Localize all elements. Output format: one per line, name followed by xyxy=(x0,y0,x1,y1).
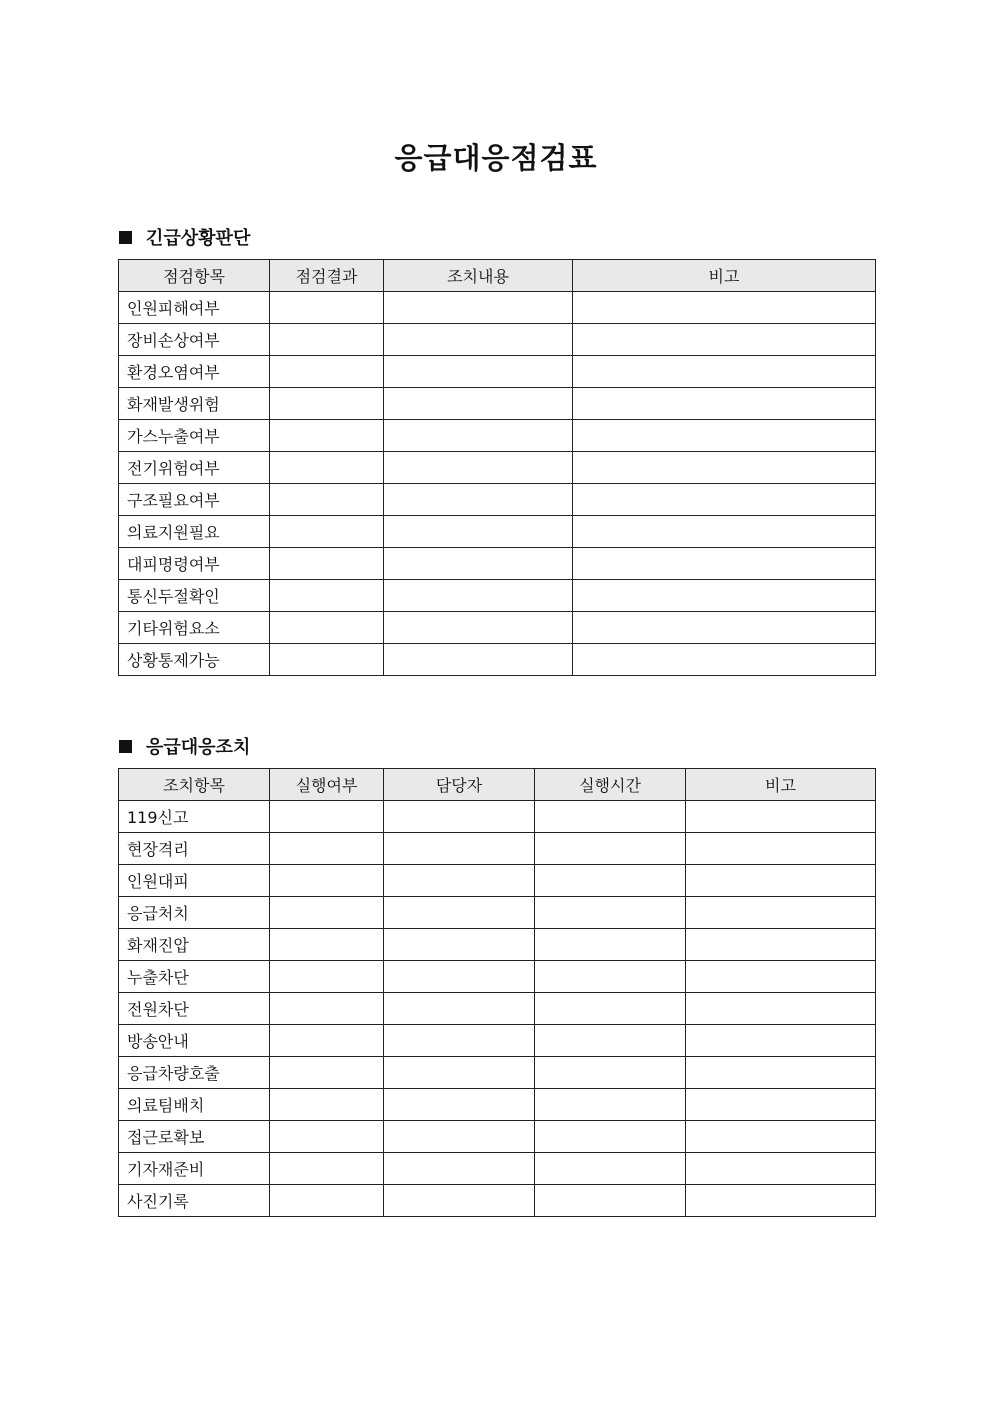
table-row xyxy=(119,1185,876,1217)
column-header: 점검결과 xyxy=(270,260,384,292)
entry-cell[interactable] xyxy=(535,961,686,993)
table-row xyxy=(119,324,876,356)
entry-cell[interactable] xyxy=(535,1089,686,1121)
section-heading-emergency-actions xyxy=(119,733,250,759)
entry-cell[interactable] xyxy=(535,833,686,865)
column-header: 비고 xyxy=(686,769,876,801)
entry-cell[interactable] xyxy=(686,1185,876,1217)
entry-cell[interactable] xyxy=(384,993,535,1025)
entry-cell[interactable] xyxy=(384,1057,535,1089)
entry-cell[interactable] xyxy=(384,580,573,612)
entry-cell[interactable] xyxy=(270,484,384,516)
section-heading-text: 긴급상황판단 xyxy=(146,228,251,249)
entry-cell[interactable] xyxy=(384,1185,535,1217)
entry-cell[interactable] xyxy=(686,929,876,961)
row-label: 기타위험요소 xyxy=(119,612,270,644)
row-label: 구조필요여부 xyxy=(119,484,270,516)
entry-cell[interactable] xyxy=(573,548,876,580)
entry-cell[interactable] xyxy=(384,356,573,388)
row-label: 화재발생위험 xyxy=(119,388,270,420)
entry-cell[interactable] xyxy=(384,833,535,865)
column-header: 실행시간 xyxy=(535,769,686,801)
entry-cell[interactable] xyxy=(686,1025,876,1057)
column-header: 조치내용 xyxy=(384,260,573,292)
table-header-row xyxy=(119,769,876,801)
entry-cell[interactable] xyxy=(535,897,686,929)
entry-cell[interactable] xyxy=(270,833,384,865)
entry-cell[interactable] xyxy=(573,388,876,420)
section-heading-text: 응급대응조치 xyxy=(146,737,251,758)
entry-cell[interactable] xyxy=(573,292,876,324)
entry-cell[interactable] xyxy=(535,1121,686,1153)
entry-cell[interactable] xyxy=(384,1121,535,1153)
table-row xyxy=(119,292,876,324)
entry-cell[interactable] xyxy=(535,865,686,897)
entry-cell[interactable] xyxy=(270,644,384,676)
row-label: 환경오염여부 xyxy=(119,356,270,388)
row-label: 응급처치 xyxy=(119,897,270,929)
entry-cell[interactable] xyxy=(270,356,384,388)
entry-cell[interactable] xyxy=(270,420,384,452)
entry-cell[interactable] xyxy=(384,548,573,580)
entry-cell[interactable] xyxy=(384,801,535,833)
table-row xyxy=(119,516,876,548)
table-row xyxy=(119,484,876,516)
table-row xyxy=(119,644,876,676)
table-row xyxy=(119,993,876,1025)
table-row xyxy=(119,897,876,929)
entry-cell[interactable] xyxy=(384,1089,535,1121)
entry-cell[interactable] xyxy=(535,993,686,1025)
table-row xyxy=(119,1057,876,1089)
table-row xyxy=(119,580,876,612)
entry-cell[interactable] xyxy=(573,420,876,452)
row-label: 통신두절확인 xyxy=(119,580,270,612)
row-label: 대피명령여부 xyxy=(119,548,270,580)
row-label: 현장격리 xyxy=(119,833,270,865)
table-row xyxy=(119,388,876,420)
page-title: 응급대응점검표 xyxy=(394,141,598,175)
table-row xyxy=(119,1121,876,1153)
table-row xyxy=(119,612,876,644)
row-label: 화재진압 xyxy=(119,929,270,961)
entry-cell[interactable] xyxy=(573,452,876,484)
row-label: 전원차단 xyxy=(119,993,270,1025)
entry-cell[interactable] xyxy=(384,929,535,961)
table-row xyxy=(119,452,876,484)
square-bullet-icon xyxy=(119,231,132,244)
table-row xyxy=(119,801,876,833)
row-label: 응급차량호출 xyxy=(119,1057,270,1089)
table-row xyxy=(119,1089,876,1121)
table-row xyxy=(119,833,876,865)
entry-cell[interactable] xyxy=(384,865,535,897)
entry-cell[interactable] xyxy=(270,388,384,420)
entry-cell[interactable] xyxy=(270,1057,384,1089)
entry-cell[interactable] xyxy=(270,324,384,356)
row-label: 의료지원필요 xyxy=(119,516,270,548)
entry-cell[interactable] xyxy=(535,1153,686,1185)
entry-cell[interactable] xyxy=(573,580,876,612)
entry-cell[interactable] xyxy=(270,897,384,929)
entry-cell[interactable] xyxy=(270,548,384,580)
entry-cell[interactable] xyxy=(270,801,384,833)
row-label: 의료팀배치 xyxy=(119,1089,270,1121)
entry-cell[interactable] xyxy=(686,833,876,865)
entry-cell[interactable] xyxy=(270,1025,384,1057)
entry-cell[interactable] xyxy=(384,420,573,452)
row-label: 기자재준비 xyxy=(119,1153,270,1185)
entry-cell[interactable] xyxy=(384,612,573,644)
entry-cell[interactable] xyxy=(384,452,573,484)
entry-cell[interactable] xyxy=(573,516,876,548)
table-row xyxy=(119,865,876,897)
entry-cell[interactable] xyxy=(686,897,876,929)
entry-cell[interactable] xyxy=(686,961,876,993)
entry-cell[interactable] xyxy=(535,1057,686,1089)
entry-cell[interactable] xyxy=(270,865,384,897)
entry-cell[interactable] xyxy=(270,612,384,644)
entry-cell[interactable] xyxy=(270,1153,384,1185)
entry-cell[interactable] xyxy=(573,612,876,644)
table-header-row xyxy=(119,260,876,292)
entry-cell[interactable] xyxy=(384,324,573,356)
row-label: 인원피해여부 xyxy=(119,292,270,324)
entry-cell[interactable] xyxy=(270,580,384,612)
entry-cell[interactable] xyxy=(686,1057,876,1089)
column-header: 담당자 xyxy=(384,769,535,801)
entry-cell[interactable] xyxy=(573,324,876,356)
entry-cell[interactable] xyxy=(270,292,384,324)
row-label: 인원대피 xyxy=(119,865,270,897)
column-header: 조치항목 xyxy=(119,769,270,801)
entry-cell[interactable] xyxy=(384,1153,535,1185)
emergency-actions-table xyxy=(118,768,876,1217)
entry-cell[interactable] xyxy=(573,644,876,676)
entry-cell[interactable] xyxy=(686,801,876,833)
row-label: 전기위험여부 xyxy=(119,452,270,484)
table-row xyxy=(119,420,876,452)
entry-cell[interactable] xyxy=(535,929,686,961)
entry-cell[interactable] xyxy=(686,993,876,1025)
entry-cell[interactable] xyxy=(535,801,686,833)
entry-cell[interactable] xyxy=(384,961,535,993)
table-row xyxy=(119,356,876,388)
entry-cell[interactable] xyxy=(270,993,384,1025)
table-row xyxy=(119,929,876,961)
entry-cell[interactable] xyxy=(384,897,535,929)
entry-cell[interactable] xyxy=(270,961,384,993)
entry-cell[interactable] xyxy=(384,1025,535,1057)
row-label: 상황통제가능 xyxy=(119,644,270,676)
row-label: 누출차단 xyxy=(119,961,270,993)
entry-cell[interactable] xyxy=(384,484,573,516)
section-heading-emergency-assessment xyxy=(119,224,250,250)
table-row xyxy=(119,1153,876,1185)
row-label: 119신고 xyxy=(119,801,270,833)
entry-cell[interactable] xyxy=(573,484,876,516)
entry-cell[interactable] xyxy=(270,929,384,961)
table-row xyxy=(119,961,876,993)
row-label: 장비손상여부 xyxy=(119,324,270,356)
square-bullet-icon xyxy=(119,740,132,753)
entry-cell[interactable] xyxy=(270,1121,384,1153)
column-header: 점검항목 xyxy=(119,260,270,292)
entry-cell[interactable] xyxy=(686,1089,876,1121)
row-label: 접근로확보 xyxy=(119,1121,270,1153)
table-row xyxy=(119,548,876,580)
entry-cell[interactable] xyxy=(535,1025,686,1057)
table-row xyxy=(119,1025,876,1057)
row-label: 방송안내 xyxy=(119,1025,270,1057)
row-label: 가스누출여부 xyxy=(119,420,270,452)
column-header: 실행여부 xyxy=(270,769,384,801)
entry-cell[interactable] xyxy=(384,644,573,676)
entry-cell[interactable] xyxy=(270,452,384,484)
emergency-assessment-table xyxy=(118,259,876,676)
row-label: 사진기록 xyxy=(119,1185,270,1217)
entry-cell[interactable] xyxy=(270,1089,384,1121)
entry-cell[interactable] xyxy=(535,1185,686,1217)
column-header: 비고 xyxy=(573,260,876,292)
entry-cell[interactable] xyxy=(686,1153,876,1185)
entry-cell[interactable] xyxy=(384,516,573,548)
entry-cell[interactable] xyxy=(384,388,573,420)
entry-cell[interactable] xyxy=(573,356,876,388)
entry-cell[interactable] xyxy=(270,516,384,548)
entry-cell[interactable] xyxy=(384,292,573,324)
entry-cell[interactable] xyxy=(270,1185,384,1217)
entry-cell[interactable] xyxy=(686,865,876,897)
entry-cell[interactable] xyxy=(686,1121,876,1153)
